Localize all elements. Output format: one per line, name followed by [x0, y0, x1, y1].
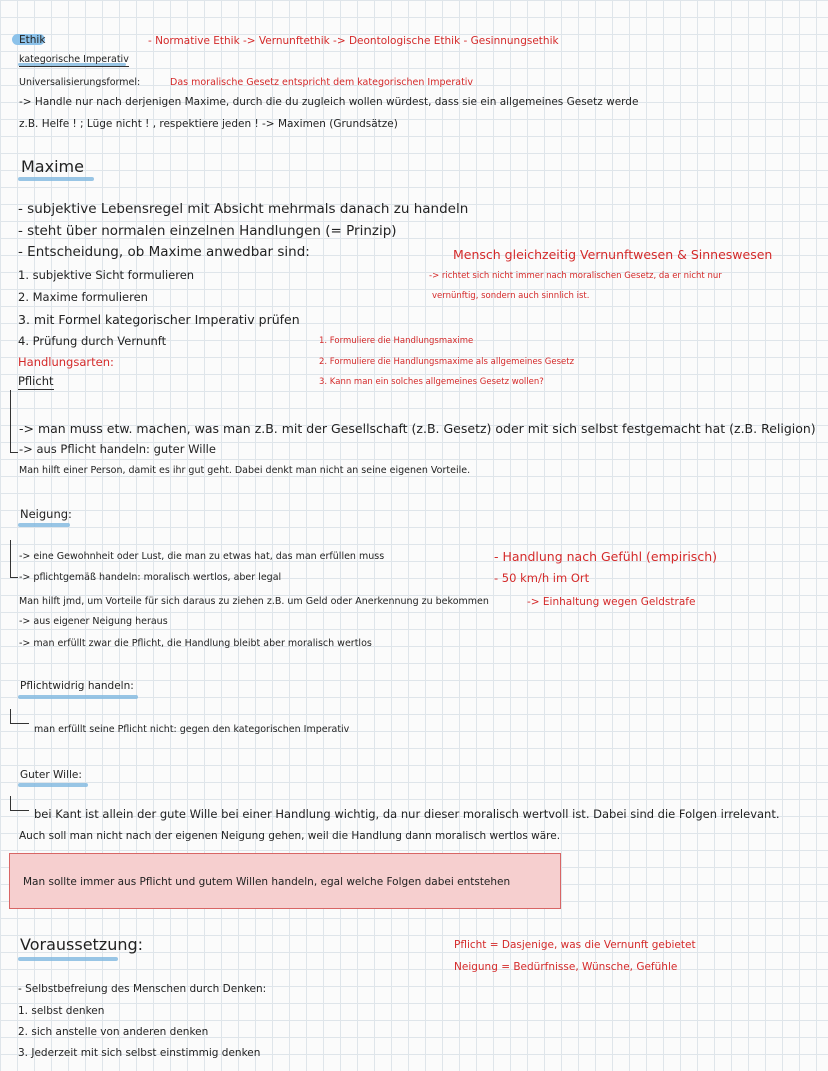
neigung-line-5: -> man erfüllt zwar die Pflicht, die Handlung bleibt aber moralisch wertlos — [19, 638, 372, 649]
pflicht-line-2: -> aus Pflicht handeln: guter Wille — [19, 442, 216, 456]
pflicht-line-3: Man hilft einer Person, damit es ihr gut geht. Dabei denkt man nicht an seine eigenen Vorteile. — [19, 465, 471, 476]
neigung-bracket — [10, 540, 18, 578]
guter-wille-bracket — [10, 796, 29, 811]
maxime-line-1: - subjektive Lebensregel mit Absicht mehrmals danach zu handeln — [18, 201, 469, 217]
voraussetzung-step-2: 2. sich anstelle von anderen denken — [18, 1026, 209, 1038]
maxime-line-3: - Entscheidung, ob Maxime anwedbar sind: — [18, 244, 310, 260]
maxime-step-1: 1. subjektive Sicht formulieren — [18, 268, 195, 282]
neigung-line-2: -> pflichtgemäß handeln: moralisch wertlos, aber legal — [19, 572, 282, 583]
guter-wille-line-2: Auch soll man nicht nach der eigenen Neigung gehen, weil die Handlung dann moralisch wertlos wäre. — [19, 830, 561, 842]
pflicht-line-1: -> man muss etw. machen, was man z.B. mit der Gesellschaft (z.B. Gesetz) oder mit sich selbst festgemacht hat (z.B. Religion) — [19, 421, 816, 436]
handlungsarten-label: Handlungsarten: — [18, 355, 114, 369]
voraussetzung-red-1: Pflicht = Dasjenige, was die Vernunft gebietet — [454, 939, 696, 951]
pflicht-heading: Pflicht — [18, 374, 54, 388]
neigung-line-3: Man hilft jmd, um Vorteile für sich daraus zu ziehen z.B. um Geld oder Anerkennung zu bekommen — [19, 596, 489, 607]
maxime-heading: Maxime — [21, 157, 84, 176]
voraussetzung-step-1: 1. selbst denken — [18, 1005, 105, 1017]
formel-step-1: 1. Formuliere die Handlungsmaxime — [319, 336, 474, 346]
neigung-red-2: - 50 km/h im Ort — [494, 571, 590, 585]
maxime-step-4: 4. Prüfung durch Vernunft — [18, 334, 167, 348]
voraussetzung-heading: Voraussetzung: — [20, 935, 144, 954]
neigung-red-1: - Handlung nach Gefühl (empirisch) — [494, 549, 717, 564]
pflicht-bracket — [10, 390, 18, 453]
voraussetzung-highlight — [18, 957, 118, 961]
neigung-red-3: -> Einhaltung wegen Geldstrafe — [527, 596, 696, 608]
univ-red: Das moralische Gesetz entspricht dem kategorischen Imperativ — [170, 77, 474, 88]
maxime-highlight — [18, 177, 94, 181]
guter-wille-line-1: bei Kant ist allein der gute Wille bei einer Handlung wichtig, da nur dieser moralisch wertvoll ist. Dabei sind die Folgen irrelevant. — [34, 807, 780, 821]
maxime-line-2: - steht über normalen einzelnen Handlungen (= Prinzip) — [18, 223, 397, 239]
maxime-red-1: Mensch gleichzeitig Vernunftwesen & Sinneswesen — [453, 247, 773, 262]
voraussetzung-line-1: - Selbstbefreiung des Menschen durch Denken: — [18, 983, 267, 995]
neigung-heading: Neigung: — [20, 507, 72, 521]
top-line-1: -> Handle nur nach derjenigen Maxime, durch die du zugleich wollen würdest, dass sie ein allgemeines Gesetz werde — [19, 96, 639, 108]
formel-step-3: 3. Kann man ein solches allgemeines Gesetz wollen? — [319, 377, 544, 387]
voraussetzung-red-2: Neigung = Bedürfnisse, Wünsche, Gefühle — [454, 961, 678, 973]
maxime-step-2: 2. Maxime formulieren — [18, 290, 148, 304]
kat-imperativ-label: kategorische Imperativ — [19, 54, 129, 65]
maxime-red-2: -> richtet sich nicht immer nach moralischen Gesetz, da er nicht nur — [429, 271, 722, 281]
ethik-chain: - Normative Ethik -> Vernunftethik -> Deontologische Ethik - Gesinnungsethik — [148, 35, 559, 47]
pflichtwidrig-heading: Pflichtwidrig handeln: — [20, 680, 134, 692]
top-line-2: z.B. Helfe ! ; Lüge nicht ! , respektiere jeden ! -> Maximen (Grundsätze) — [19, 118, 398, 130]
neigung-line-1: -> eine Gewohnheit oder Lust, die man zu etwas hat, das man erfüllen muss — [19, 551, 385, 562]
guter-wille-highlight — [18, 783, 88, 787]
maxime-red-3: vernünftig, sondern auch sinnlich ist. — [432, 291, 590, 301]
maxime-step-3: 3. mit Formel kategorischer Imperativ prüfen — [18, 312, 300, 327]
neigung-line-4: -> aus eigener Neigung heraus — [19, 616, 168, 627]
univ-label: Universalisierungsformel: — [19, 77, 141, 88]
voraussetzung-step-3: 3. Jederzeit mit sich selbst einstimmig denken — [18, 1047, 261, 1059]
pflichtwidrig-line-1: man erfüllt seine Pflicht nicht: gegen den kategorischen Imperativ — [34, 724, 350, 735]
ethik-tag: Ethik — [19, 34, 46, 46]
conclusion-text: Man sollte immer aus Pflicht und gutem Willen handeln, egal welche Folgen dabei entstehen — [23, 876, 511, 888]
pflichtwidrig-bracket — [10, 709, 29, 724]
pflichtwidrig-highlight — [18, 695, 138, 699]
neigung-highlight — [18, 523, 70, 527]
guter-wille-heading: Guter Wille: — [20, 769, 82, 781]
formel-step-2: 2. Formuliere die Handlungsmaxime als allgemeines Gesetz — [319, 357, 575, 367]
